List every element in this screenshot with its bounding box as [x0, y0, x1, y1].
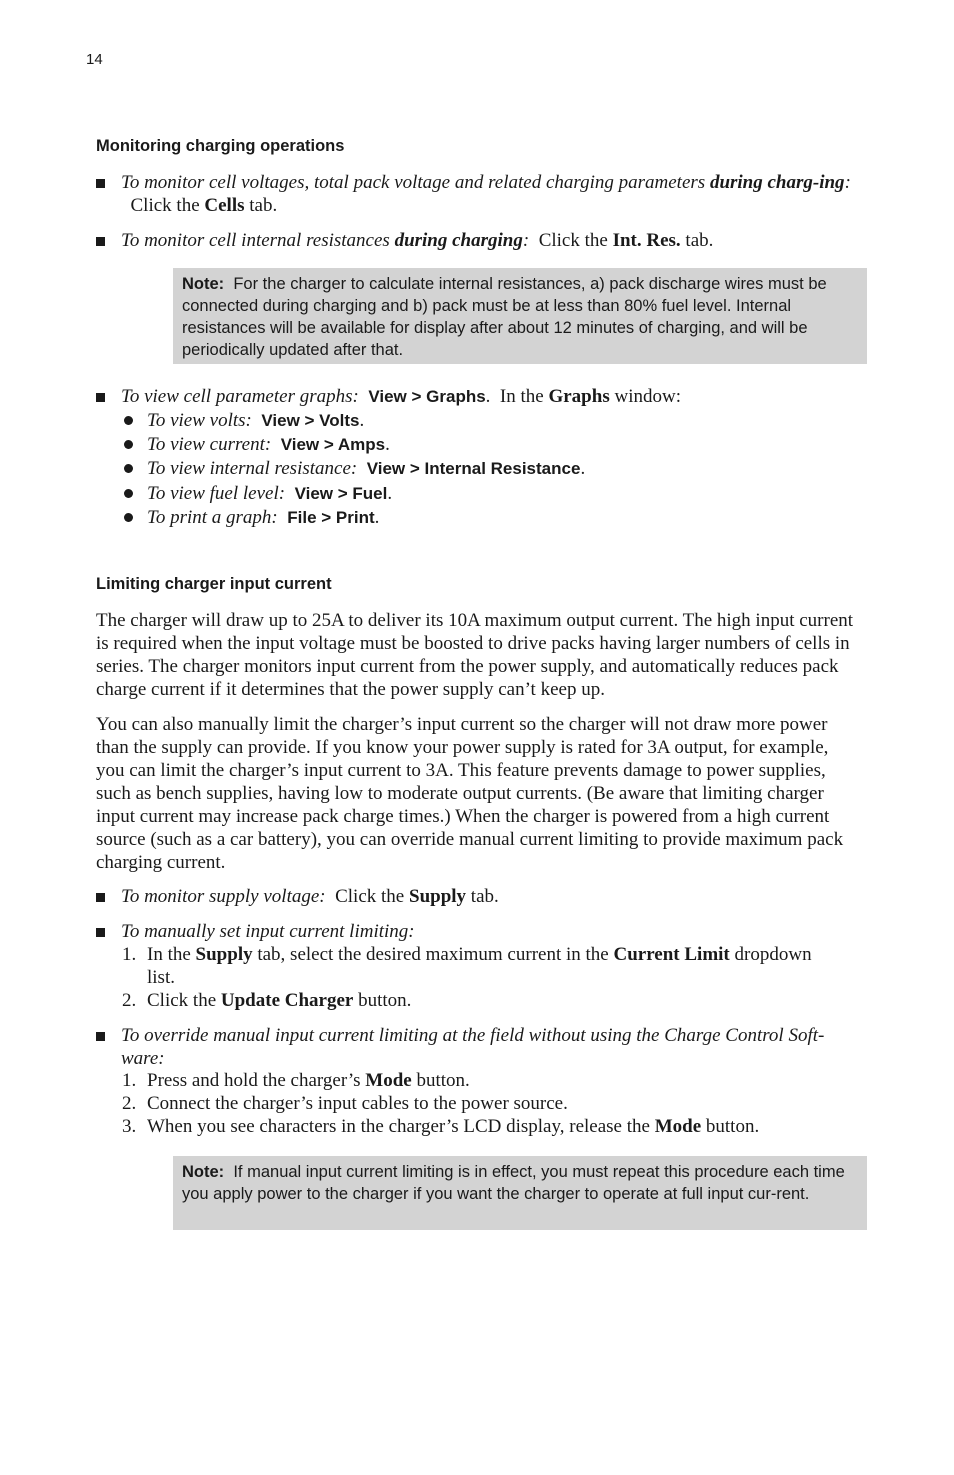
bullet-text: Click the — [325, 886, 409, 907]
step-text: In the — [147, 944, 196, 965]
step-number: 3. — [122, 1116, 137, 1137]
round-bullet-icon — [124, 489, 133, 498]
note-label: Note: — [182, 1163, 225, 1181]
round-bullet-icon — [124, 513, 133, 522]
step-text: button. — [411, 1070, 470, 1091]
round-bullet-icon — [124, 416, 133, 425]
list-item — [122, 989, 862, 1012]
step-text: Connect the charger’s input cables to the power source. — [147, 1093, 568, 1114]
list-item — [122, 457, 862, 480]
step-number: 2. — [122, 1093, 137, 1114]
menu-path: View > Volts — [261, 411, 360, 430]
sub-item-end: . — [580, 458, 586, 479]
sub-item-italic: To view current: — [147, 434, 272, 455]
paragraph-manual-limit: You can also manually limit the charger’s input current so the charger will not draw more power than the supply can provide. If you know your power supply is rated for 3A output, for example, you can limit the charger’s input current to 3A. This feature prevents damage to power supplies, such as bench supplies, having low to moderate output currents. (Be aware that limiting charger input current may increase pack charge times.) When the charger is powered from a high current source (such as a car battery), you can override manual current limiting to provide maximum pack charging current. — [96, 714, 844, 873]
bullet-monitor-cell-voltages — [96, 171, 856, 217]
note-box-internal-resistance — [173, 268, 867, 364]
sub-item-italic: To print a graph: — [147, 507, 278, 528]
list-item — [122, 1069, 862, 1092]
bullet-text-end: tab. — [466, 886, 499, 907]
page-number: 14 — [86, 51, 103, 68]
bullet-bold-italic: during charging — [394, 230, 523, 251]
square-bullet-icon — [96, 179, 105, 188]
step-bold: Update Charger — [220, 990, 354, 1011]
step-bold: Mode — [654, 1116, 702, 1137]
section-heading-limiting: Limiting charger input current — [96, 575, 332, 593]
bullet-italic: To monitor cell voltages, total pack voltage and related charging parameters — [121, 172, 710, 193]
bullet-italic: To monitor cell internal resistances — [121, 230, 395, 251]
bullet-manual-current-limit — [96, 920, 856, 943]
sub-item-end: . — [385, 434, 390, 455]
note-text: If manual input current limiting is in effect, you must repeat this procedure each time you apply power to the charger if you want the charger to operate at full input cur-rent. — [182, 1163, 845, 1203]
menu-path: File > Print — [287, 508, 375, 527]
list-item — [122, 409, 862, 432]
note-text: For the charger to calculate internal resistances, a) pack discharge wires must be connected during charging and b) pack must be at less than 80% fuel level. Internal resistances will be available for display after about 12 minutes of charging, and will be periodically updated after that. — [182, 275, 827, 359]
cells-tab-ref: Cells — [204, 195, 245, 216]
sub-item-italic: To view fuel level: — [147, 483, 286, 504]
sub-item-end: . — [359, 410, 365, 431]
step-bold: Current Limit — [613, 944, 730, 965]
list-item — [122, 943, 862, 989]
step-text: dropdown list. — [147, 944, 812, 988]
bullet-italic: To view cell parameter graphs: — [121, 386, 359, 407]
bullet-colon: : — [844, 172, 851, 193]
menu-path-view-graphs: View > Graphs — [368, 387, 486, 406]
step-text: Press and hold the charger’s — [147, 1070, 366, 1091]
bullet-text-end: window: — [609, 386, 681, 407]
step-text: tab, select the desired maximum current in the — [252, 944, 614, 965]
bullet-text-end: tab. — [244, 195, 278, 216]
graphs-window-ref: Graphs — [548, 386, 610, 407]
section-heading-monitoring: Monitoring charging operations — [96, 137, 345, 155]
bullet-bold-italic: during charg-ing — [709, 172, 845, 193]
supply-tab-ref: Supply — [409, 886, 467, 907]
square-bullet-icon — [96, 893, 105, 902]
list-item — [122, 1115, 862, 1138]
note-label: Note: — [182, 275, 225, 293]
step-number: 1. — [122, 944, 137, 965]
list-item — [122, 433, 862, 456]
sub-item-italic: To view volts: — [147, 410, 252, 431]
int-res-tab-ref: Int. Res. — [612, 230, 681, 251]
step-text: button. — [701, 1116, 760, 1137]
sub-item-italic: To view internal resistance: — [147, 458, 358, 479]
menu-path: View > Internal Resistance — [366, 459, 581, 478]
step-text: Click the — [147, 990, 221, 1011]
bullet-view-graphs — [96, 385, 856, 408]
list-item — [122, 506, 862, 529]
round-bullet-icon — [124, 464, 133, 473]
menu-path: View > Fuel — [294, 484, 388, 503]
bullet-text: Click the — [121, 195, 205, 216]
square-bullet-icon — [96, 928, 105, 937]
bullet-override-limit — [96, 1024, 856, 1070]
step-bold: Supply — [195, 944, 253, 965]
list-item — [122, 1092, 862, 1115]
bullet-text: . In the — [485, 386, 549, 407]
bullet-monitor-internal-resistance — [96, 229, 856, 252]
bullet-colon: : — [522, 230, 530, 251]
list-item — [122, 482, 862, 505]
square-bullet-icon — [96, 237, 105, 246]
sub-item-end: . — [387, 483, 393, 504]
bullet-italic: To override manual input current limiting at the field without using the Charge Control Soft-ware: — [121, 1025, 825, 1069]
step-bold: Mode — [365, 1070, 412, 1091]
bullet-italic: To manually set input current limiting: — [121, 921, 415, 942]
paragraph-input-current: The charger will draw up to 25A to deliver its 10A maximum output current. The high input current is required when the input voltage must be boosted to drive packs having larger numbers of cells in series. The charger monitors input current from the power supply, and automatically reduces pack charge current if it determines that the power supply can’t keep up. — [96, 610, 854, 700]
round-bullet-icon — [124, 440, 133, 449]
step-number: 1. — [122, 1070, 137, 1091]
step-number: 2. — [122, 990, 137, 1011]
bullet-text: Click the — [529, 230, 613, 251]
bullet-text-end: tab. — [680, 230, 714, 251]
step-text: When you see characters in the charger’s LCD display, release the — [147, 1116, 655, 1137]
menu-path: View > Amps — [280, 435, 386, 454]
step-text: button. — [353, 990, 412, 1011]
square-bullet-icon — [96, 393, 105, 402]
square-bullet-icon — [96, 1032, 105, 1041]
sub-item-end: . — [374, 507, 380, 528]
bullet-italic: To monitor supply voltage: — [121, 886, 326, 907]
note-box-manual-limit — [173, 1156, 867, 1230]
bullet-monitor-supply-voltage — [96, 885, 856, 908]
